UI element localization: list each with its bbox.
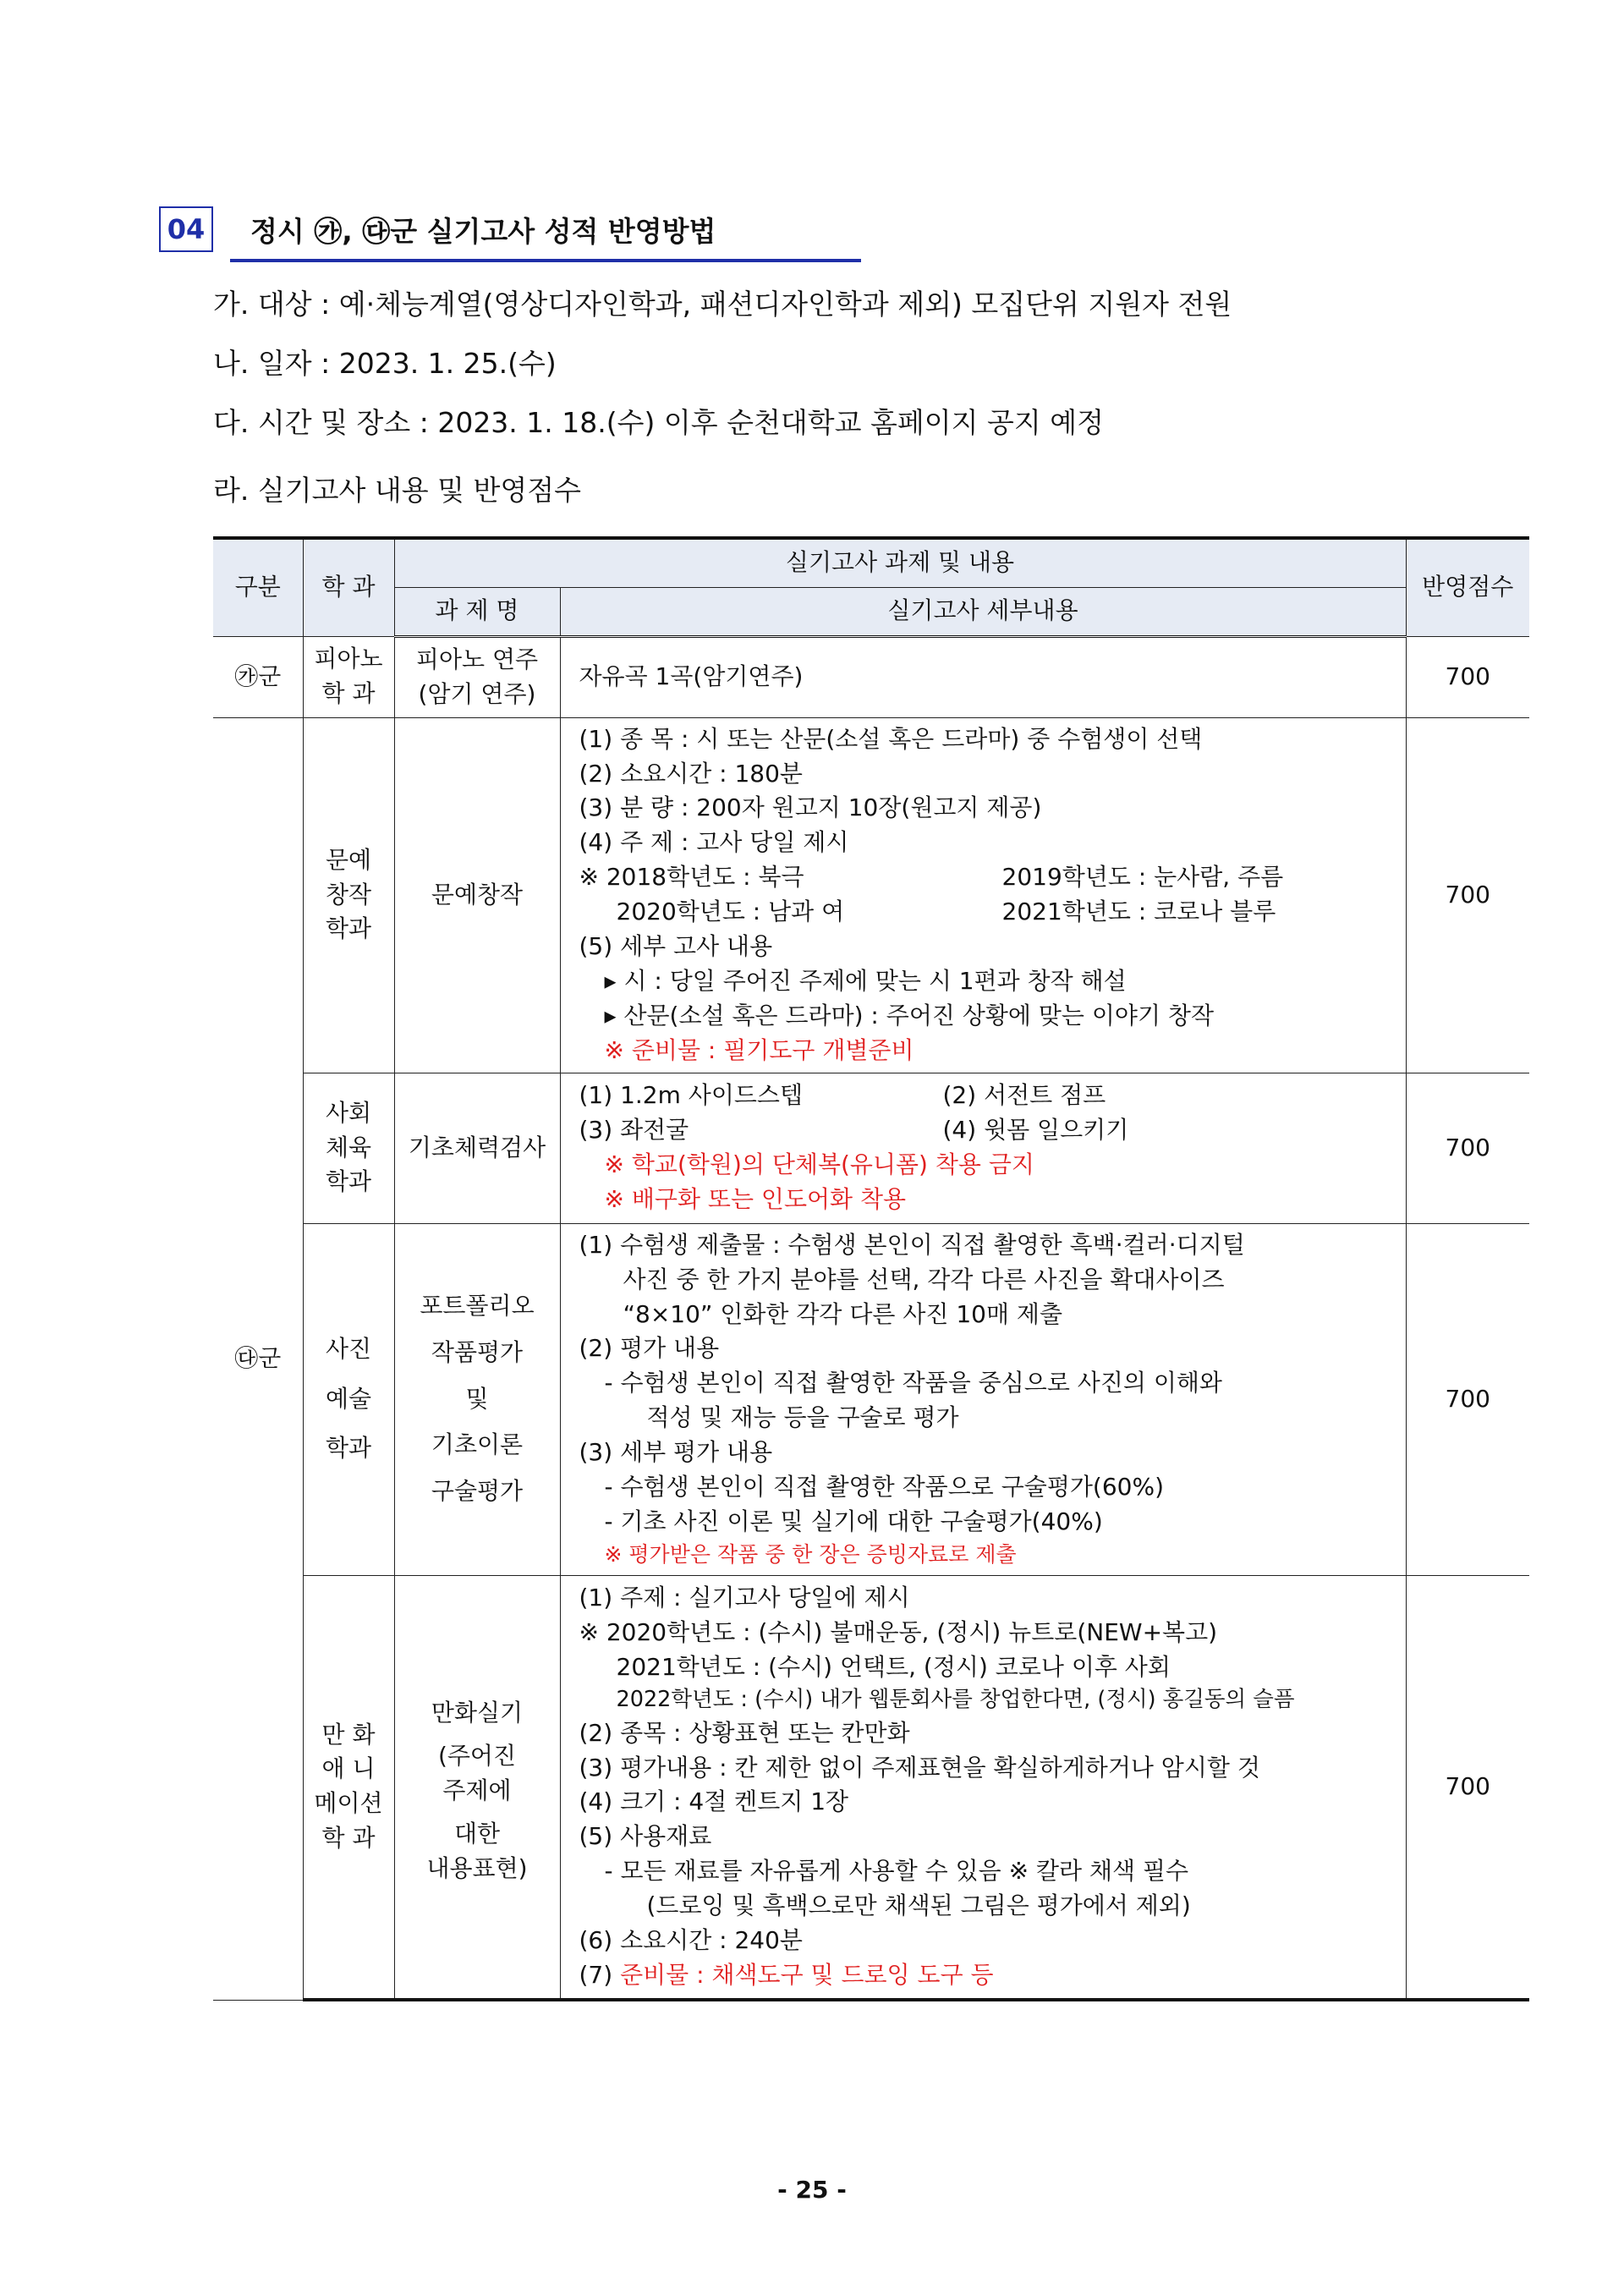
score-sports: 700 — [1406, 1073, 1529, 1223]
table-row — [213, 636, 1529, 717]
dept-photography: 사진 예술 학과 — [303, 1223, 394, 1575]
task-creative-writing: 문예창작 — [394, 717, 560, 1073]
detail-cartoon: (1) 주제 : 실기고사 당일에 제시 ※ 2020학년도 : (수시) 불매운동, (정시) 뉴트로(NEW+복고) 2021학년도 : (수시) 언택트, (정시) 코로나 이후 사회 2022학년도 : (수시) 내가 웹툰회사를 창업한다면, (정시) 홍길동의 슬픔 (2) 종목 : 상황표현 또는 칸만화 (3) 평가내용 : 칸 제한 없이 주제표현을 확실하게하거나 암시할 것 (4) 크기 : 4절 켄트지 1장 (5) 사용재료 - 모든 재료를 자유롭게 사용할 수 있음 ※ 칼라 채색 필수 (드로잉 및 흑백으로만 채색된 그림은 평가에서 제외) (6) 소요시간 : 240분 (7) 준비물 : 채색도구 및 드로잉 도구 등 — [560, 1575, 1406, 2000]
info-content-heading: 라. 실기고사 내용 및 반영점수 — [213, 474, 581, 507]
header-score: 반영점수 — [1406, 538, 1529, 636]
info-target: 가. 대상 : 예·체능계열(영상디자인학과, 패션디자인학과 제외) 모집단위 지원자 전원 — [213, 288, 1232, 321]
page-number: - 25 - — [777, 2176, 847, 2204]
task-cartoon: 만화실기 (주어진 주제에 대한 내용표현) — [394, 1575, 560, 2000]
table-row — [213, 1575, 1529, 2000]
dept-creative-writing: 문예 창작 학과 — [303, 717, 394, 1073]
section-header — [159, 206, 861, 261]
group-ga: ㉮군 — [213, 636, 303, 717]
table-row — [213, 1223, 1529, 1575]
detail-creative-writing: (1) 종 목 : 시 또는 산문(소설 혹은 드라마) 중 수험생이 선택 (2) 소요시간 : 180분 (3) 분 량 : 200자 원고지 10장(원고지 제공) (4) 주 제 : 고사 당일 제시 ※ 2018학년도 : 북극 2019학년도 : 눈사람, 주름 2020학년도 : 남과 여 2021학년도 : 코로나 블루 (5) 세부 고사 내용 ▸ 시 : 당일 주어진 주제에 맞는 시 1편과 창작 해설 ▸ 산문(소설 혹은 드라마) : 주어진 상황에 맞는 이야기 창작 ※ 준비물 : 필기도구 개별준비 — [560, 717, 1406, 1073]
header-group: 구분 — [213, 538, 303, 636]
task-sports: 기초체력검사 — [394, 1073, 560, 1223]
detail-photography: (1) 수험생 제출물 : 수험생 본인이 직접 촬영한 흑백·컬러·디지털 사진 중 한 가지 분야를 선택, 각각 다른 사진을 확대사이즈 “8×10” 인화한 각각 다른 사진 10매 제출 (2) 평가 내용 - 수험생 본인이 직접 촬영한 작품을 중심으로 사진의 이해와 적성 및 재능 등을 구술로 평가 (3) 세부 평가 내용 - 수험생 본인이 직접 촬영한 작품으로 구술평가(60%) - 기초 사진 이론 및 실기에 대한 구술평가(40%) ※ 평가받은 작품 중 한 장은 증빙자료로 제출 — [560, 1223, 1406, 1575]
header-task-detail: 실기고사 세부내용 — [560, 587, 1406, 636]
dept-sports: 사회 체육 학과 — [303, 1073, 394, 1223]
header-task-group: 실기고사 과제 및 내용 — [394, 538, 1406, 587]
score-piano: 700 — [1406, 636, 1529, 717]
dept-cartoon-animation: 만 화 애 니 메이션 학 과 — [303, 1575, 394, 2000]
score-cartoon: 700 — [1406, 1575, 1529, 2000]
header-task-name: 과 제 명 — [394, 587, 560, 636]
detail-sports: (1) 1.2m 사이드스텝 (2) 서전트 점프 (3) 좌전굴 (4) 윗몸 일으키기 ※ 학교(학원)의 단체복(유니폼) 착용 금지 ※ 배구화 또는 인도어화 착용 — [560, 1073, 1406, 1223]
task-photography: 포트폴리오 작품평가 및 기초이론 구술평가 — [394, 1223, 560, 1575]
info-date: 나. 일자 : 2023. 1. 25.(수) — [213, 347, 557, 380]
table-row — [213, 1073, 1529, 1223]
header-dept: 학 과 — [303, 538, 394, 636]
score-creative-writing: 700 — [1406, 717, 1529, 1073]
task-piano: 피아노 연주 (암기 연주) — [394, 636, 560, 717]
score-photography: 700 — [1406, 1223, 1529, 1575]
detail-piano: 자유곡 1곡(암기연주) — [560, 636, 1406, 717]
group-da: ㉰군 — [213, 717, 303, 2000]
section-title: 정시 ㉮, ㉰군 실기고사 성적 반영방법 — [250, 215, 716, 248]
section-number: 04 — [159, 206, 213, 252]
table-row — [213, 717, 1529, 1073]
info-time-place: 다. 시간 및 장소 : 2023. 1. 18.(수) 이후 순천대학교 홈페이지 공지 예정 — [213, 406, 1104, 439]
section-underline — [230, 259, 861, 262]
dept-piano: 피아노 학 과 — [303, 636, 394, 717]
practical-exam-table — [213, 536, 1529, 2001]
